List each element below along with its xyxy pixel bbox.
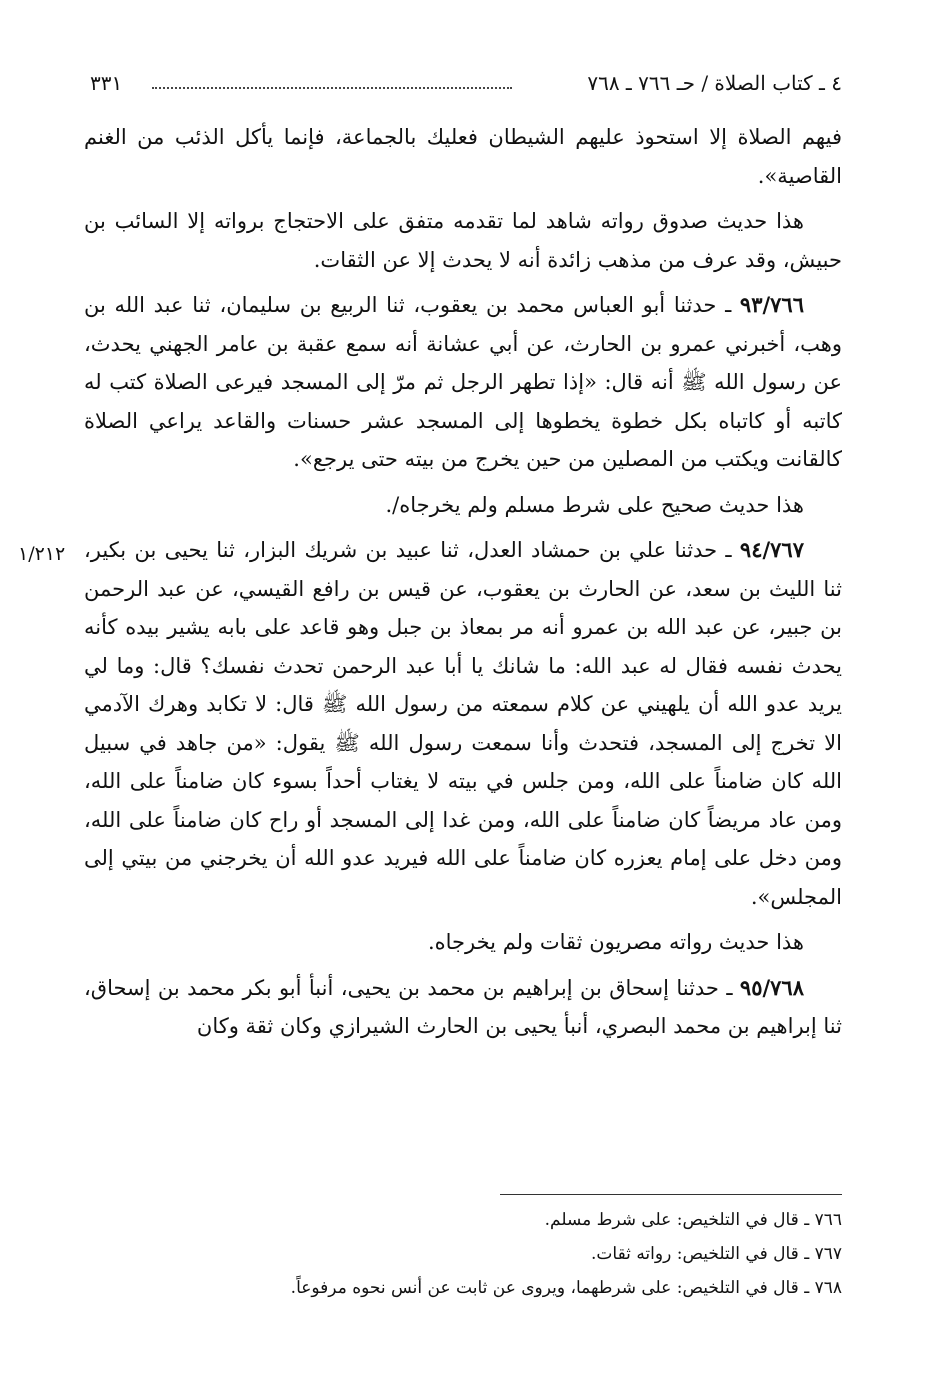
paragraph-text: ـ حدثنا علي بن حمشاد العدل، ثنا عبيد بن شريك البزار، ثنا يحيى بن بكير، ثنا الليث بن سعد، عن الحارث بن يعقوب، عن قيس بن رافع القيسي، عن عبد الرحمن بن جبير، عن عبد الله بن عمرو أنه مر بمعاذ بن جبل وهو قاعد على بابه يشير بيده كأنه يحدث نفسه فقال له عبد الله: ما شانك يا أبا عبد الرحمن تحدث نفسك؟ قال: وما لي يريد عدو الله أن يلهيني عن كلام سمعته من رسول الله ﷺ قال: لا تكابد وهرك الآدمي الا تخرج إلى المسجد، فتحدث وأنا سمعت رسول الله ﷺ يقول: «من جاهد في سبيل الله كان ضامناً على الله، ومن جلس في بيته لا يغتاب أحداً بسوء كان ضامناً على الله، ومن عاد مريضاً كان ضامناً على الله، ومن غدا إلى المسجد أو راح كان ضامناً على الله، ومن دخل على إمام يعزره كان ضامناً على الله فيريد عدو الله أن يخرجني من بيتي إلى المجلس». — [84, 538, 842, 909]
footnote: ٧٦٨ ـ قال في التلخيص: على شرطهما، ويروى عن ثابت عن أنس نحوه مرفوعاً. — [290, 1278, 842, 1298]
hadith-number: ٩٣/٧٦٦ — [739, 292, 804, 317]
paragraph — [84, 486, 842, 525]
paragraph-text: هذا حديث صحيح على شرط مسلم ولم يخرجاه/. — [385, 492, 804, 517]
paragraph-text: ـ حدثنا أبو العباس محمد بن يعقوب، ثنا الربيع بن سليمان، ثنا عبد الله بن وهب، أخبرني عمرو بن الحارث، عن أبي عشانة أنه سمع عقبة بن عامر الجهني يحدث، عن رسول الله ﷺ أنه قال: «إذا تطهر الرجل ثم مرّ إلى المسجد فيرعى الصلاة كتب له كاتبه أو كاتباه بكل خطوة يخطوها إلى المسجد عشر حسنات والقاعد يراعي الصلاة كالقانت ويكتب من المصلين من حين يخرج من بيته حتى يرجع». — [84, 293, 842, 471]
footnote: ٧٦٧ ـ قال في التلخيص: رواته ثقات. — [591, 1244, 842, 1264]
paragraph-text: هذا حديث رواته مصريون ثقات ولم يخرجاه. — [427, 930, 804, 954]
paragraph — [84, 531, 842, 916]
paragraph — [84, 969, 842, 1046]
paragraph — [84, 118, 842, 195]
paragraph-text: هذا حديث صدوق رواته شاهد لما تقدمه متفق على الاحتجاج برواته إلا السائب بن حبيش، وقد عرف من مذهب زائدة أنه لا يحدث إلا عن الثقات. — [84, 209, 842, 272]
running-title: ٤ ـ كتاب الصلاة / حـ ٧٦٦ ـ ٧٦٨ — [587, 71, 842, 95]
paragraph-text: فيهم الصلاة إلا استحوذ عليهم الشيطان فعليك بالجماعة، فإنما يأكل الذئب من الغنم القاصية». — [84, 125, 842, 188]
paragraph — [84, 286, 842, 479]
header-dot-leader — [152, 87, 512, 89]
hadith-number: ٩٤/٧٦٧ — [739, 537, 804, 562]
hadith-number: ٩٥/٧٦٨ — [739, 974, 804, 1000]
footnote-divider — [500, 1194, 842, 1195]
paragraph-text: ـ حدثنا إسحاق بن إبراهيم بن محمد بن يحيى، أنبأ أبو بكر محمد بن إسحاق، ثنا إبراهيم بن محمد البصري، أنبأ يحيى بن الحارث الشيرازي وكان ثقة وكان — [84, 975, 842, 1038]
body-text — [84, 118, 842, 1053]
page-number: ٣٣١ — [90, 71, 123, 95]
paragraph — [84, 202, 842, 279]
margin-reference: ١/٢١٢ — [18, 543, 66, 565]
footnotes — [100, 1203, 842, 1305]
page-header — [90, 66, 842, 100]
paragraph — [84, 923, 842, 962]
footnote: ٧٦٦ ـ قال في التلخيص: على شرط مسلم. — [544, 1210, 842, 1230]
